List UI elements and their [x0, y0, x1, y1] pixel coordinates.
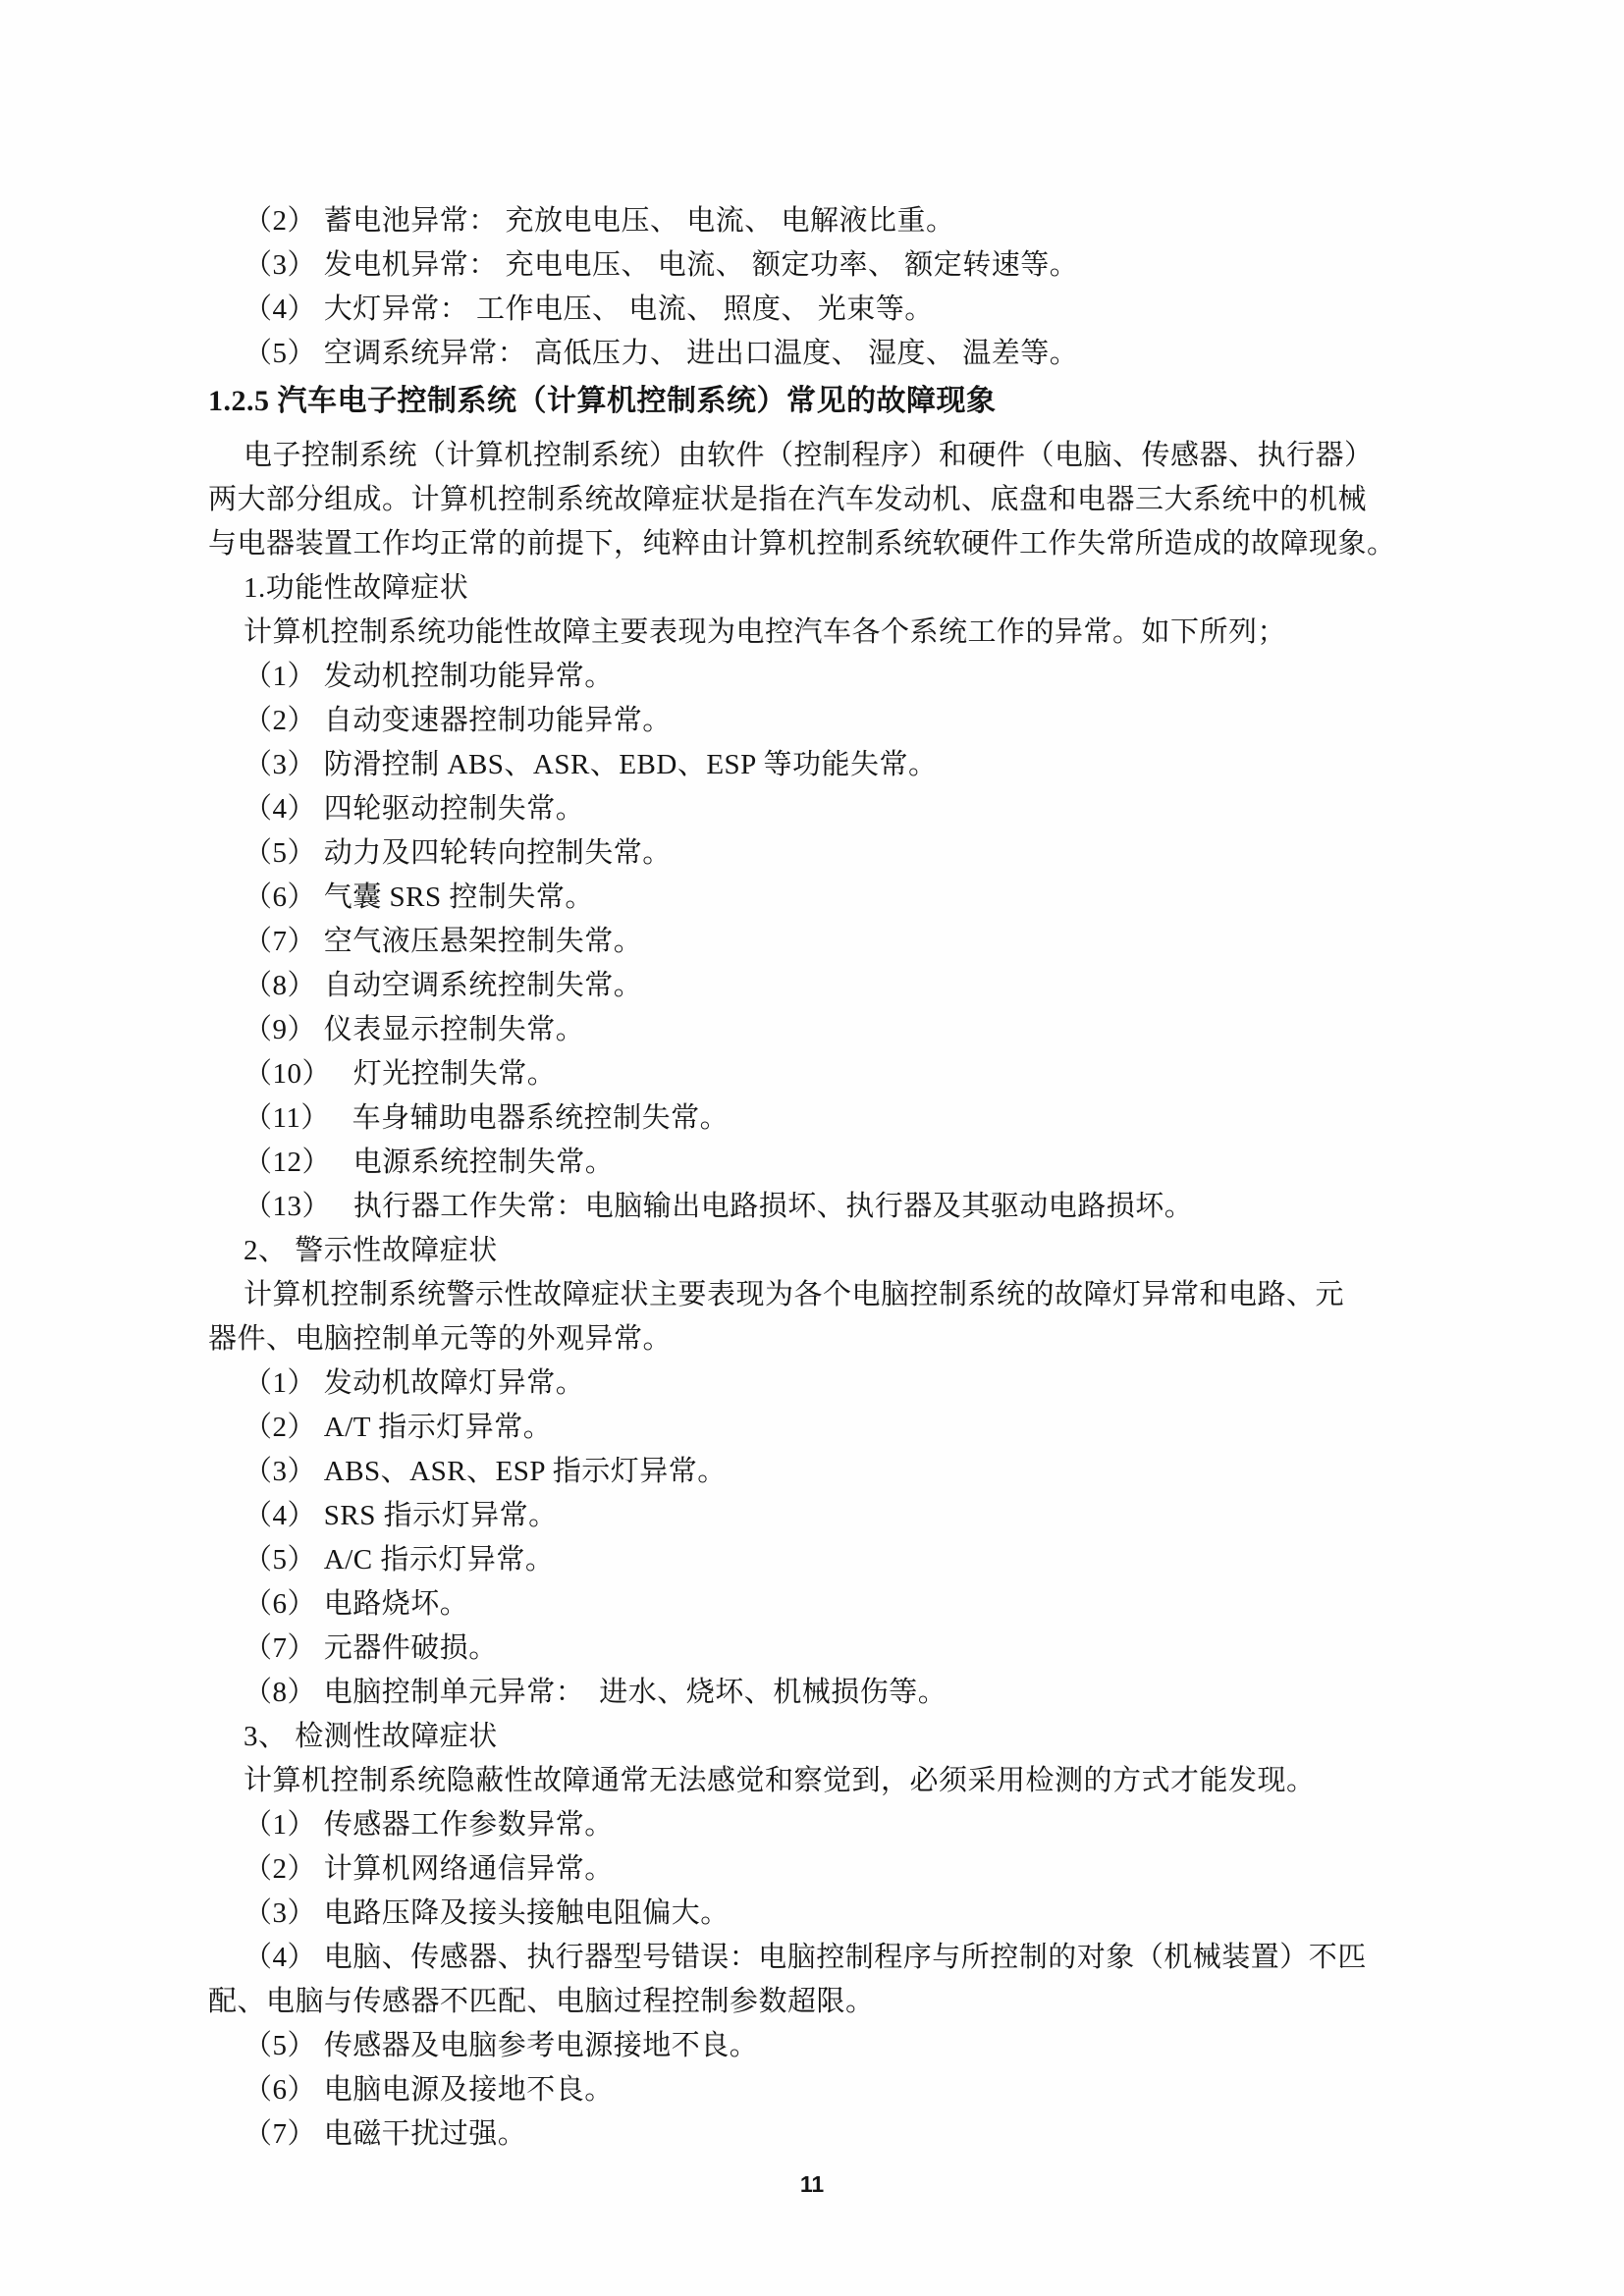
page-content — [208, 199, 1426, 2157]
list-item: （8） 自动空调系统控制失常。 — [244, 970, 643, 1001]
list-item: （3） 电路压降及接头接触电阻偏大。 — [244, 1897, 730, 1929]
list-item: （1） 发动机故障灯异常。 — [244, 1367, 585, 1399]
list-item-continuation: 配、电脑与传感器不匹配、电脑过程控制参数超限。 — [208, 1986, 875, 2017]
list-item: （4） 四轮驱动控制失常。 — [244, 793, 585, 825]
list-item: （6） 气囊 SRS 控制失常。 — [244, 881, 594, 913]
list-item: （4） 大灯异常： 工作电压、 电流、 照度、 光束等。 — [244, 294, 934, 325]
page-number: 11 — [799, 2171, 825, 2197]
list-item: （4） SRS 指示灯异常。 — [244, 1500, 558, 1531]
list-item: （7） 电磁干扰过强。 — [244, 2118, 527, 2150]
list-item: （2） 蓄电池异常： 充放电电压、 电流、 电解液比重。 — [244, 205, 955, 237]
list-item: （13） 执行器工作失常：电脑输出电路损坏、执行器及其驱动电路损坏。 — [244, 1191, 1194, 1222]
paragraph-line: 与电器装置工作均正常的前提下，纯粹由计算机控制系统软硬件工作失常所造成的故障现象。 — [208, 528, 1396, 560]
paragraph-line: 两大部分组成。计算机控制系统故障症状是指在汽车发动机、底盘和电器三大系统中的机械 — [208, 484, 1368, 515]
list-item: （1） 传感器工作参数异常。 — [244, 1809, 614, 1841]
lead-line: 计算机控制系统功能性故障主要表现为电控汽车各个系统工作的异常。如下所列； — [244, 616, 1287, 648]
lead-line: 计算机控制系统隐蔽性故障通常无法感觉和察觉到，必须采用检测的方式才能发现。 — [244, 1765, 1316, 1796]
subsection-title: 1.功能性故障症状 — [244, 572, 469, 604]
paragraph-line: 电子控制系统（计算机控制系统）由软件（控制程序）和硬件（电脑、传感器、执行器） — [244, 440, 1374, 471]
subsection-title: 2、 警示性故障症状 — [244, 1235, 498, 1266]
list-item: （2） 计算机网络通信异常。 — [244, 1853, 614, 1885]
list-item: （9） 仪表显示控制失常。 — [244, 1014, 585, 1045]
list-item: （11） 车身辅助电器系统控制失常。 — [244, 1102, 730, 1134]
list-item: （10） 灯光控制失常。 — [244, 1058, 557, 1090]
list-item: （5） 动力及四轮转向控制失常。 — [244, 837, 672, 869]
list-item: （3） 发电机异常： 充电电压、 电流、 额定功率、 额定转速等。 — [244, 249, 1079, 281]
section-heading-1-2-5: 1.2.5 汽车电子控制系统（计算机控制系统）常见的故障现象 — [208, 385, 997, 417]
list-item: （2） 自动变速器控制功能异常。 — [244, 705, 672, 736]
lead-line: 器件、电脑控制单元等的外观异常。 — [208, 1323, 673, 1355]
list-item: （5） A/C 指示灯异常。 — [244, 1544, 555, 1575]
list-item: （3） ABS、ASR、ESP 指示灯异常。 — [244, 1456, 727, 1487]
list-item: （3） 防滑控制 ABS、ASR、EBD、ESP 等功能失常。 — [244, 749, 938, 780]
list-item: （4） 电脑、传感器、执行器型号错误：电脑控制程序与所控制的对象（机械装置）不匹 — [244, 1942, 1367, 1973]
list-item: （5） 传感器及电脑参考电源接地不良。 — [244, 2030, 759, 2061]
list-item: （5） 空调系统异常： 高低压力、 进出口温度、 湿度、 温差等。 — [244, 338, 1079, 369]
list-item: （7） 空气液压悬架控制失常。 — [244, 926, 643, 957]
list-item: （8） 电脑控制单元异常： 进水、烧坏、机械损伤等。 — [244, 1677, 947, 1708]
lead-line: 计算机控制系统警示性故障症状主要表现为各个电脑控制系统的故障灯异常和电路、元 — [244, 1279, 1345, 1310]
list-item: （6） 电脑电源及接地不良。 — [244, 2074, 614, 2106]
list-item: （1） 发动机控制功能异常。 — [244, 661, 614, 692]
subsection-title: 3、 检测性故障症状 — [244, 1721, 498, 1752]
list-item: （6） 电路烧坏。 — [244, 1588, 469, 1620]
list-item: （7） 元器件破损。 — [244, 1632, 498, 1664]
list-item: （12） 电源系统控制失常。 — [244, 1147, 615, 1178]
list-item: （2） A/T 指示灯异常。 — [244, 1412, 553, 1443]
